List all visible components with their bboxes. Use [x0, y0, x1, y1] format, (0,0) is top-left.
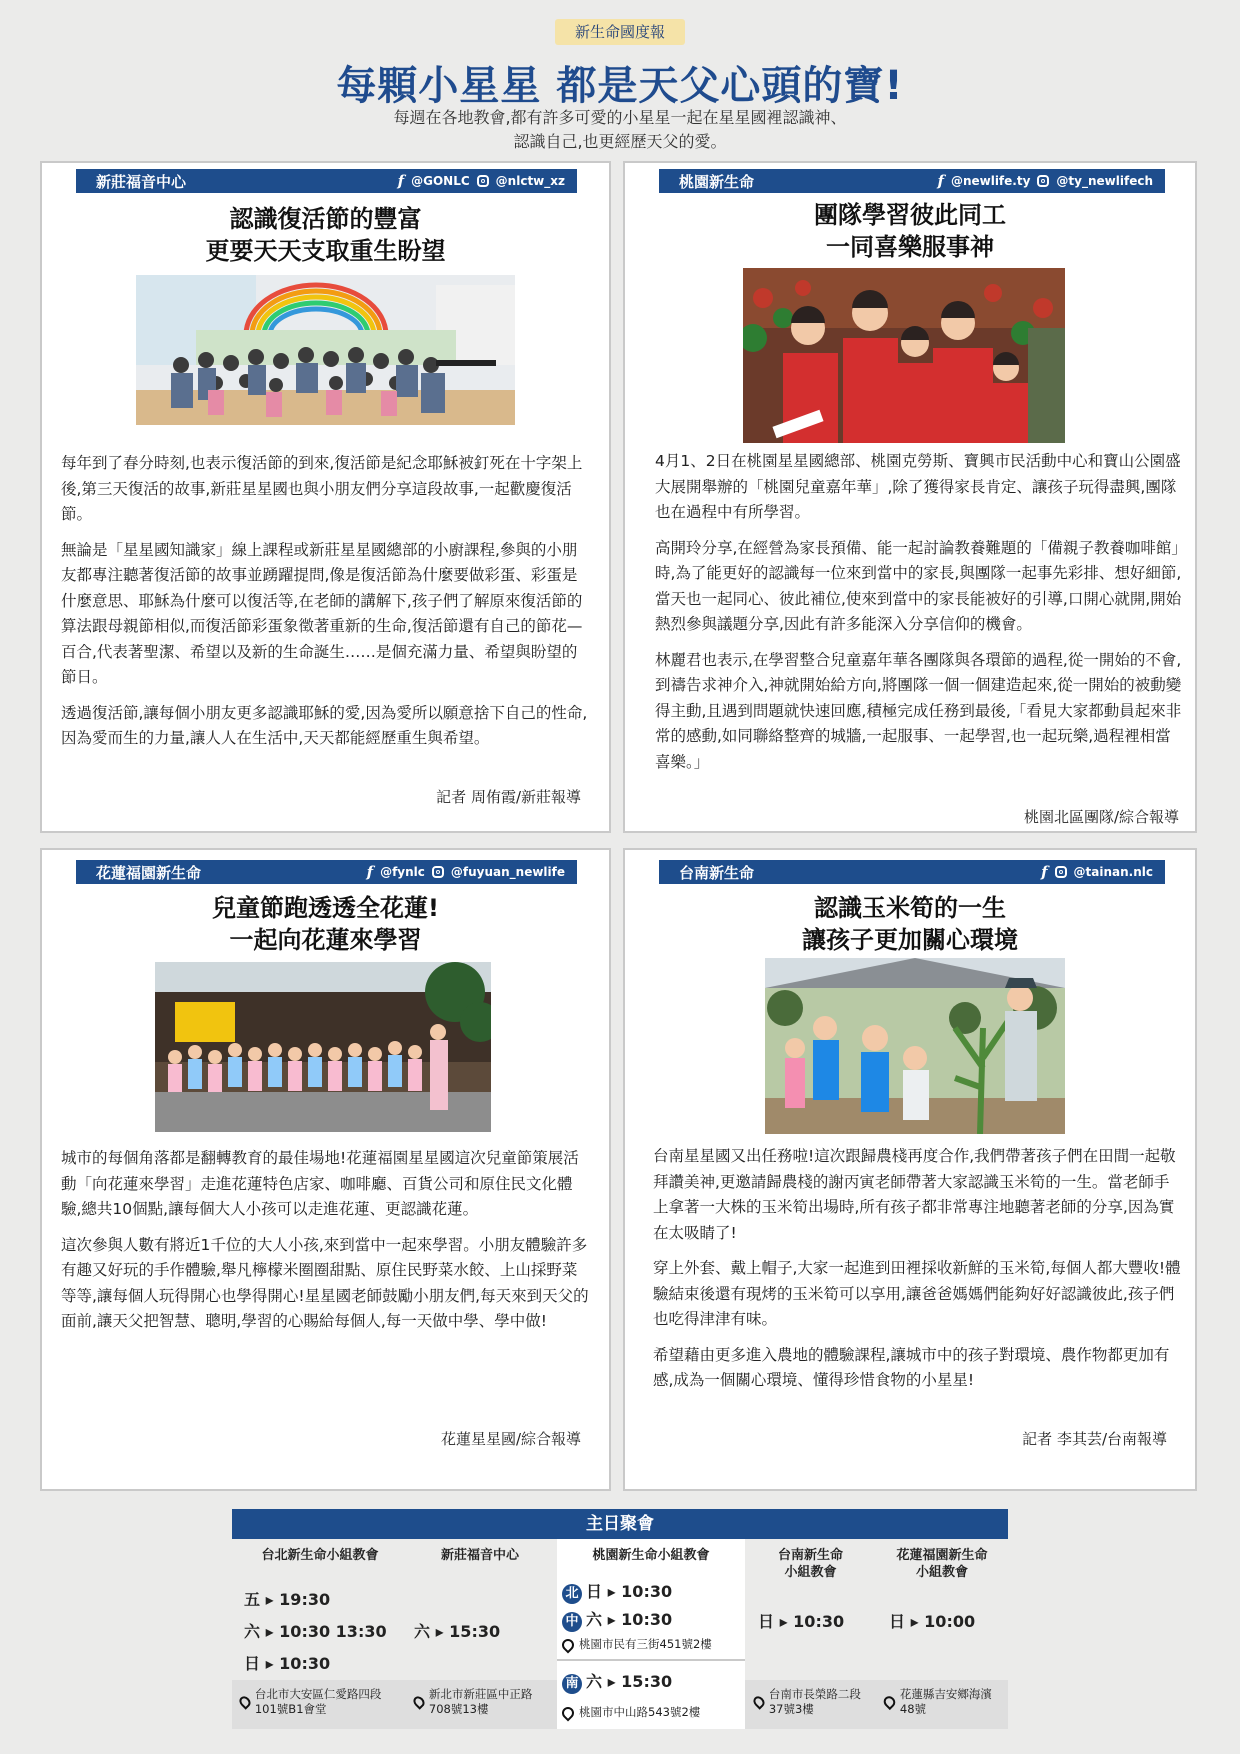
article-title [42, 203, 609, 267]
facebook-handle[interactable]: @fynlc [380, 865, 425, 879]
unit-name: 桃園新生命 [679, 172, 755, 191]
church-name: 台北新生命小組教會 [261, 1548, 379, 1563]
address [562, 1705, 700, 1720]
social-links [937, 172, 1153, 190]
social-links [1041, 863, 1153, 881]
paragraph: 高開玲分享,在經營為家長預備、能一起討論教養難題的「備親子教養咖啡館」時,為了能更好的認識每一位來到當中的家長,與團隊一起事先彩排、想好細節,當天也一起同心、彼此補位,使來到當中的家長能被好的引導,口開心就開,開始熱烈參與議題分享,因此有許多能深入分享信仰的機會。 [655, 538, 1182, 633]
paragraph: 無論是「星星國知識家」線上課程或新莊星星國總部的小廚課程,參與的小朋友都專注聽著復活節的故事並踴躍提問,像是復活節為什麼要做彩蛋、彩蛋是什麼意思、耶穌為什麼可以復活等,在老師的講解下,孩子們了解原來復活節的算法跟母親節相似,而復活節彩蛋象徵著重新的生命,復活節還有自己的節花—百合,代表著聖潔、希望以及新的生命誕生……是個充滿力量、希望與盼望的節日。 [61, 540, 583, 686]
article-header-bar [659, 169, 1165, 193]
unit-name: 花蓮福園新生命 [96, 863, 202, 882]
paragraph: 4月1、2日在桃園星星國總部、桃園克勞斯、寶興市民活動中心和寶山公園盛大展開舉辦的「桃園兒童嘉年華」,除了獲得家長肯定、讓孩子玩得盡興,團隊也在過程中有所學習。 [655, 452, 1181, 521]
church-name: 新莊福音中心 [440, 1548, 519, 1563]
byline: 記者 周侑霞/新莊報導 [436, 788, 581, 806]
carnival-team-photo [743, 268, 1065, 443]
service-time: 六 ▸ 10:30 13:30 [244, 1622, 387, 1641]
instagram-handle[interactable]: @ty_newlifech [1056, 174, 1153, 188]
article-title [625, 892, 1195, 956]
social-links [367, 863, 565, 881]
location-pin-icon [560, 1704, 577, 1721]
paragraph: 希望藉由更多進入農地的體驗課程,讓城市中的孩子對環境、農作物都更加有感,成為一個關心環境、懂得珍惜食物的小星星! [653, 1345, 1170, 1389]
address-text: 桃園市中山路543號2樓 [579, 1705, 701, 1719]
article-body [61, 1146, 591, 1345]
church-name-line: 台南新生命 [777, 1548, 843, 1563]
time-text: 六 ▸ 15:30 [586, 1672, 673, 1691]
article-header-bar [659, 860, 1165, 884]
instagram-icon [1037, 175, 1049, 187]
paragraph: 每年到了春分時刻,也表示復活節的到來,復活節是紀念耶穌被釘死在十字架上後,第三天復活的故事,新莊星星國也與小朋友們分享這段故事,一起歡慶復活節。 [61, 454, 583, 523]
paragraph: 城市的每個角落都是翻轉教育的最佳場地!花蓮福園星星國這次兒童節策展活動「向花蓮來學習」走進花蓮特色店家、咖啡廳、百貨公司和原住民文化體驗,總共10個點,讓每個大人小孩可以走進花蓮、更認識花蓮。 [61, 1149, 579, 1218]
service-time-center [562, 1607, 672, 1632]
article-header-bar [76, 860, 577, 884]
unit-name: 新莊福音中心 [96, 172, 187, 191]
byline: 桃園北區團隊/綜合報導 [1023, 808, 1179, 826]
easter-class-photo [136, 275, 515, 425]
facebook-handle[interactable]: @newlife.ty [950, 174, 1031, 188]
facebook-icon: f [397, 172, 405, 190]
facebook-handle[interactable]: @GONLC [411, 174, 470, 188]
church-name-line: 花蓮福園新生命 [896, 1548, 988, 1563]
article-hualien [40, 848, 611, 1491]
service-time: 五 ▸ 19:30 [244, 1590, 331, 1609]
address [884, 1687, 1002, 1717]
facebook-icon: f [937, 172, 944, 190]
paragraph: 穿上外套、戴上帽子,大家一起進到田裡採收新鮮的玉米筍,每個人都大豐收!體驗結束後還有現烤的玉米筍可以享用,讓爸爸媽媽們能夠好好認識彼此,孩子們也吃得津津有味。 [653, 1259, 1181, 1328]
address [562, 1637, 712, 1652]
byline: 花蓮星星國/綜合報導 [440, 1430, 581, 1448]
service-time: 六 ▸ 15:30 [414, 1622, 501, 1641]
instagram-icon [432, 866, 444, 878]
sunday-service-schedule [232, 1509, 1008, 1729]
location-pin-icon [237, 1694, 252, 1709]
instagram-icon [477, 175, 489, 187]
center-badge: 中 [562, 1612, 582, 1632]
time-text: 六 ▸ 10:30 [586, 1610, 673, 1629]
instagram-handle[interactable]: @tainan.nlc [1073, 865, 1153, 879]
unit-name: 台南新生命 [679, 863, 755, 882]
title-line: 更要天天支取重生盼望 [205, 237, 446, 265]
address-text: 新北市新莊區中正路708號13樓 [428, 1687, 533, 1716]
divider [557, 1659, 745, 1661]
facebook-icon: f [1041, 863, 1048, 881]
instagram-handle[interactable]: @nlctw_xz [495, 174, 565, 188]
address [414, 1687, 549, 1717]
address-text: 台北市大安區仁愛路四段101號B1會堂 [254, 1687, 382, 1716]
north-badge: 北 [562, 1584, 582, 1604]
subtitle-line: 每週在各地教會,都有許多可愛的小星星一起在星星國裡認識神、 [393, 108, 847, 127]
service-time: 日 ▸ 10:30 [244, 1654, 331, 1673]
church-name-line: 小組教會 [915, 1565, 968, 1580]
location-pin-icon [560, 1636, 577, 1653]
article-body [655, 449, 1183, 785]
title-line: 認識復活節的豐富 [229, 205, 422, 233]
address-text: 花蓮縣吉安鄉海濱48號 [899, 1687, 992, 1716]
subtitle-line: 認識自己,也更經歷天父的愛。 [513, 132, 727, 151]
address-text: 桃園市民有三街451號2樓 [579, 1637, 712, 1651]
location-pin-icon [881, 1694, 897, 1710]
article-tainan [623, 848, 1197, 1491]
location-pin-icon [751, 1694, 766, 1709]
address [240, 1687, 400, 1717]
title-line: 讓孩子更加關心環境 [802, 926, 1018, 954]
church-name: 桃園新生命小組教會 [592, 1548, 710, 1563]
paragraph: 台南星星國又出任務啦!這次跟歸農棧再度合作,我們帶著孩子們在田間一起敬拜讚美神,更邀請歸農棧的謝丙寅老師帶著大家認識玉米筍的一生。當老師手上拿著一大株的玉米筍出場時,所有孩子都非常專注地聽著老師的分享,因為實在太吸睛了! [653, 1147, 1176, 1242]
church-name-line: 小組教會 [784, 1565, 837, 1580]
title-line: 團隊學習彼此同工 [814, 201, 1006, 229]
paragraph: 林麗君也表示,在學習整合兒童嘉年華各團隊與各環節的過程,從一開始的不會,到禱告求神介入,神就開始給方向,將團隊一個一個建造起來,從一開始的被動變得主動,且遇到問題就快速回應,積極完成任務到最後,「看見大家都動員起來非常的感動,如同聯絡整齊的城牆,一起服事、一起學習,也一起玩樂,過程裡相當喜樂。」 [655, 650, 1182, 771]
corn-field-photo [765, 958, 1065, 1134]
service-time: 日 ▸ 10:30 [758, 1612, 845, 1631]
title-line: 一同喜樂服事神 [826, 233, 994, 261]
service-time: 日 ▸ 10:00 [889, 1612, 976, 1631]
south-badge: 南 [562, 1674, 582, 1694]
page-title: 每顆小星星 都是天父心頭的寶! [336, 63, 904, 109]
service-time-south [562, 1669, 672, 1694]
article-body [61, 451, 591, 762]
article-header-bar [76, 169, 577, 193]
paragraph: 這次參與人數有將近1千位的大人小孩,來到當中一起來學習。小朋友體驗許多有趣又好玩的手作體驗,舉凡檸檬米圈圈甜點、原住民野菜水餃、上山採野菜等等,讓每個人玩得開心也學得開心!星星國老師鼓勵小朋友們,每天來到天父的面前,讓天父把智慧、聰明,學習的心賜給每個人,每一天做中學、學中做! [61, 1235, 589, 1330]
article-body [653, 1144, 1183, 1404]
instagram-handle[interactable]: @fuyuan_newlife [450, 865, 565, 879]
social-links [398, 172, 565, 190]
paragraph: 透過復活節,讓每個小朋友更多認識耶穌的愛,因為愛所以願意捨下自己的性命,因為愛而生的力量,讓人人在生活中,天天都能經歷重生與希望。 [61, 703, 588, 747]
article-title [42, 892, 609, 956]
title-line: 兒童節跑透透全花蓮! [212, 894, 439, 922]
page-subtitle [300, 106, 940, 154]
time-text: 日 ▸ 10:30 [586, 1582, 673, 1601]
article-xinzhuang [40, 161, 611, 833]
article-taoyuan [623, 161, 1197, 833]
title-line: 認識玉米筍的一生 [814, 894, 1006, 922]
schedule-title: 主日聚會 [232, 1509, 1008, 1539]
hualien-group-photo [155, 962, 491, 1132]
byline: 記者 李其芸/台南報導 [1022, 1430, 1167, 1448]
address-text: 台南市長榮路二段37號3樓 [768, 1687, 861, 1716]
article-title [625, 199, 1195, 263]
facebook-icon: f [366, 863, 374, 881]
location-pin-icon [411, 1694, 426, 1709]
section-tag: 新生命國度報 [555, 19, 685, 45]
address [754, 1687, 869, 1717]
service-time-north [562, 1579, 672, 1604]
title-line: 一起向花蓮來學習 [229, 926, 422, 954]
instagram-icon [1055, 866, 1067, 878]
